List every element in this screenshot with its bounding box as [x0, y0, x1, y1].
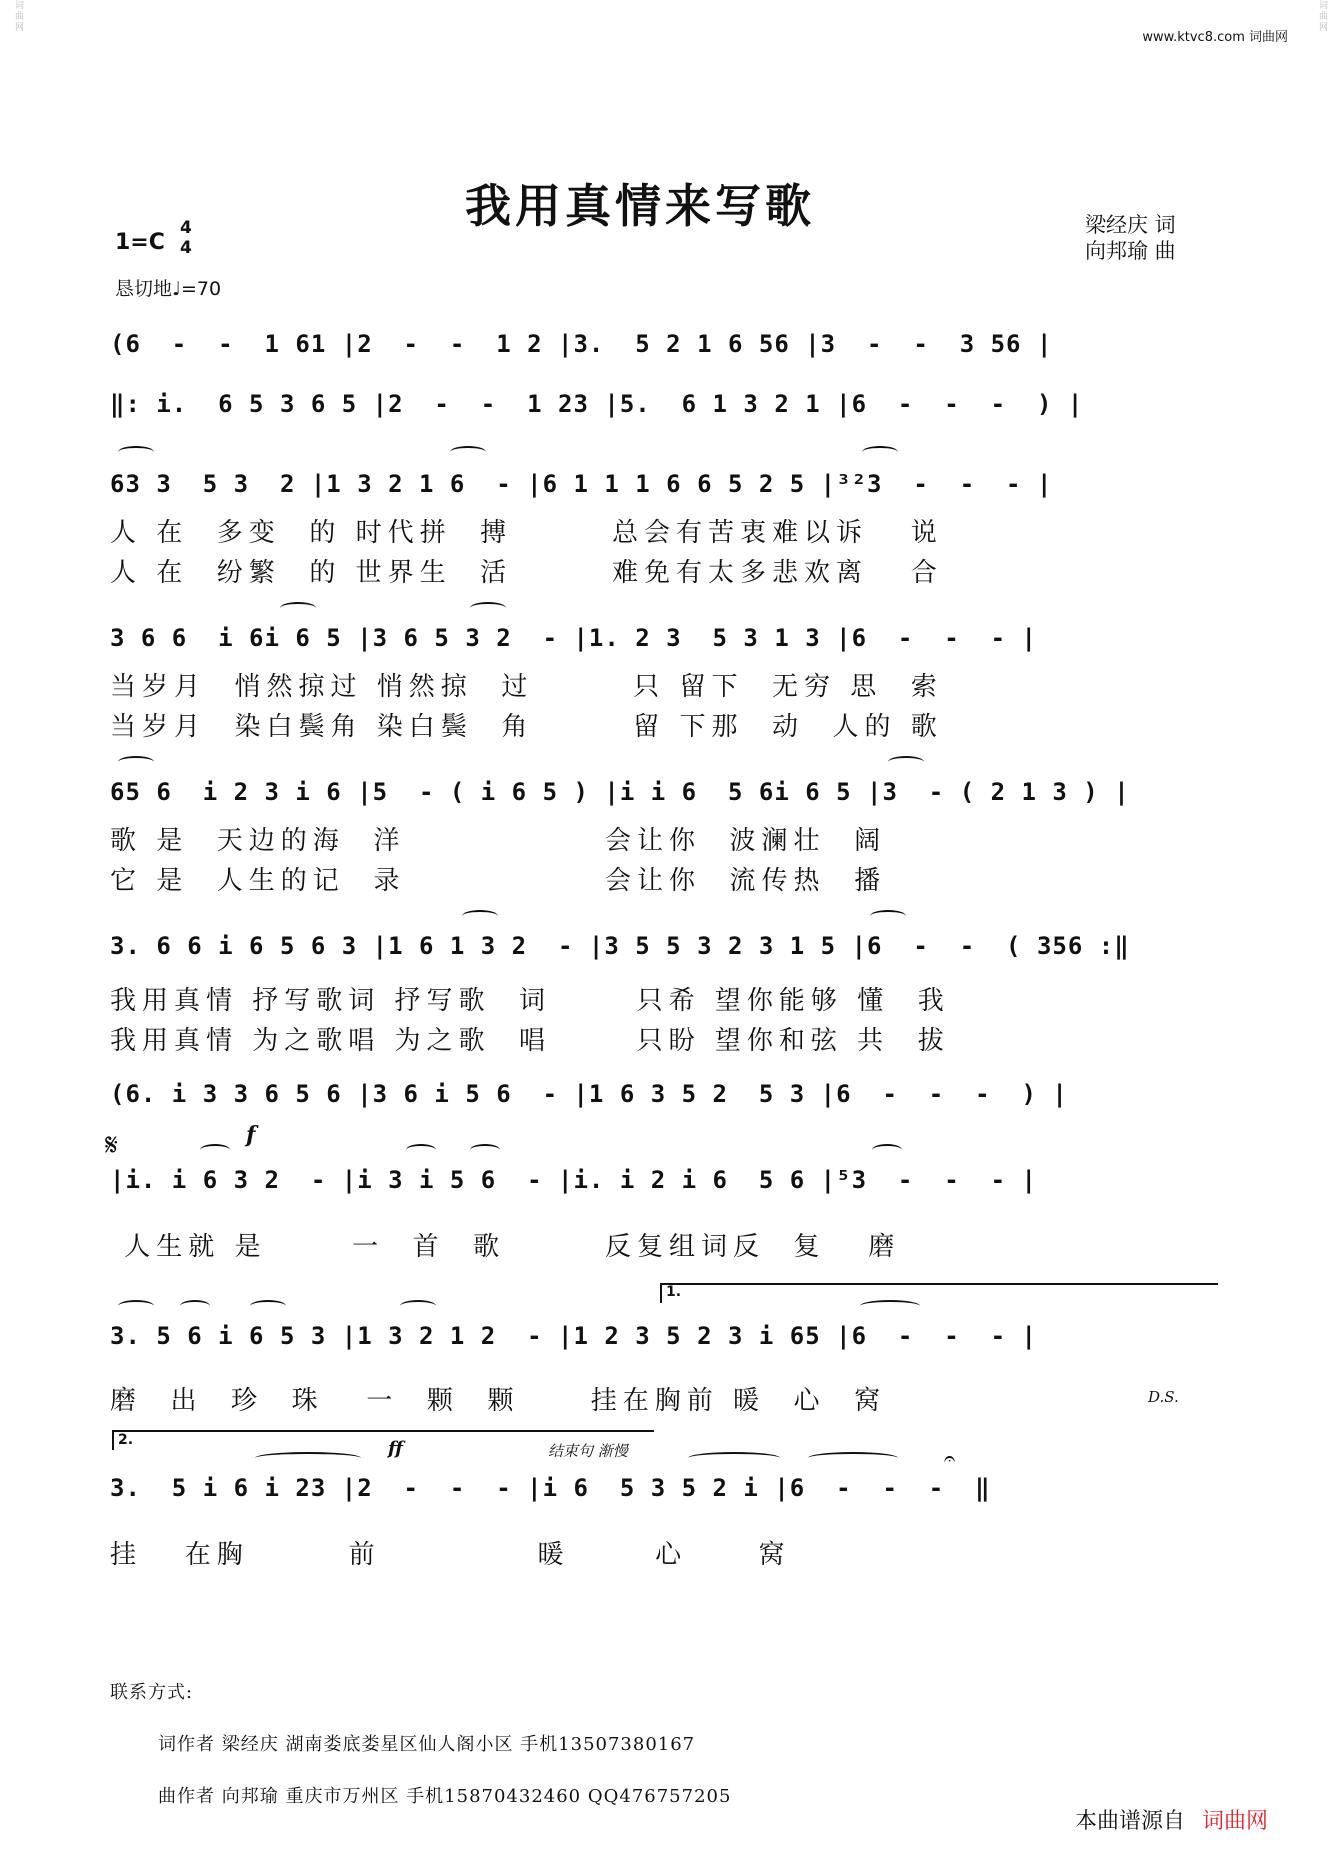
slur: [200, 1144, 230, 1156]
slur: [888, 756, 924, 768]
source-site-link[interactable]: 词曲网: [1202, 1809, 1269, 1834]
lyric-verse-1: 我用真情 抒写歌词 抒写歌 词 只希 望你能够 懂 我: [110, 986, 950, 1016]
score-line-3: [110, 470, 1220, 512]
slur: [872, 1144, 902, 1156]
score-line-2: [110, 390, 1220, 432]
lyric-verse-1: 人 在 多变 的 时代拼 搏 总会有苦衷难以诉 说: [110, 518, 943, 548]
slur: [118, 1300, 154, 1312]
da-segno-mark: D.S.: [1148, 1388, 1179, 1406]
fermata-mark: 𝄐: [944, 1446, 956, 1470]
slur: [406, 1144, 436, 1156]
notation: ‖: i. 6 5 3 6 5 |2 - - 1 23 |5. 6 1 3 2 1 |6 - - - ) |: [110, 390, 1084, 418]
notation: 3. 5 6 i 6 5 3 |1 3 2 1 2 - |1 2 3 5 2 3 i 65 |6 - - - |: [110, 1322, 1037, 1350]
contact-lyricist: 词作者 梁经庆 湖南娄底娄星区仙人阁小区 手机13507380167: [158, 1734, 696, 1755]
lyric-verse-2: 我用真情 为之歌唱 为之歌 唱 只盼 望你和弦 共 拔: [110, 1026, 950, 1056]
lyric-verse-1: 当岁月 悄然掠过 悄然掠 过 只 留下 无穷 思 索: [110, 672, 943, 702]
lyric-line: 人生就 是 一 首 歌 反复组词反 复 磨: [110, 1232, 901, 1262]
segno-sign: 𝄋: [105, 1128, 118, 1163]
source-label: 本曲谱源自: [1075, 1809, 1186, 1834]
time-signature-top: 4: [180, 218, 192, 238]
slur: [470, 1144, 500, 1156]
score-line-10: [110, 1474, 1220, 1516]
contact-label: 联系方式:: [110, 1682, 194, 1703]
lyric-verse-1: 歌 是 天边的海 洋 会让你 波澜壮 阔: [110, 826, 887, 856]
time-signature-bottom: 4: [180, 238, 192, 258]
notation: (6 - - 1 61 |2 - - 1 2 |3. 5 2 1 6 56 |3 - - 3 56 |: [110, 330, 1053, 358]
slur: [400, 1300, 436, 1312]
slur: [255, 1452, 361, 1464]
score-line-1: [110, 330, 1220, 372]
score-line-4: [110, 624, 1220, 666]
second-ending-label: 2.: [118, 1432, 134, 1448]
score-line-7: [110, 1080, 1220, 1122]
left-watermark-strip: 词曲网: [13, 0, 23, 33]
slur: [470, 602, 506, 614]
dynamic-fortissimo: ff: [388, 1438, 403, 1459]
slur: [462, 910, 498, 922]
notation: 63 3 5 3 2 |1 3 2 1 6 - |6 1 1 1 6 6 5 2 5 |³²3 - - - |: [110, 470, 1053, 498]
lyric-line: 挂 在胸 前 暖 心 窝: [110, 1540, 791, 1570]
tempo-marking: 恳切地♩=70: [115, 278, 222, 300]
slur: [250, 1300, 286, 1312]
lyric-verse-2: 它 是 人生的记 录 会让你 流传热 播: [110, 866, 887, 896]
time-signature: [180, 218, 192, 258]
contact-composer: 曲作者 向邦瑜 重庆市万州区 手机15870432460 QQ476757205: [158, 1786, 732, 1807]
notation: 65 6 i 2 3 i 6 |5 - ( i 6 5 ) |i i 6 5 6i 6 5 |3 - ( 2 1 3 ) |: [110, 778, 1130, 806]
score-line-6: [110, 932, 1220, 974]
score-line-5: [110, 778, 1220, 820]
lyric-verse-2: 当岁月 染白鬓角 染白鬓 角 留 下那 动 人的 歌: [110, 712, 943, 742]
notation: (6. i 3 3 6 5 6 |3 6 i 5 6 - |1 6 3 5 2 5 3 |6 - - - ) |: [110, 1080, 1068, 1108]
notation: |i. i 6 3 2 - |i 3 i 5 6 - |i. i 2 i 6 5 6 |⁵3 - - - |: [110, 1166, 1037, 1194]
slur: [118, 756, 154, 768]
notation: 3. 5 i 6 i 23 |2 - - - |i 6 5 3 5 2 i |6 - - - ‖: [110, 1474, 991, 1502]
score-line-9: [110, 1322, 1220, 1364]
first-ending-label: 1.: [666, 1284, 682, 1300]
slur: [450, 446, 486, 458]
slur: [860, 1300, 920, 1312]
site-watermark: www.ktvc8.com 词曲网: [1142, 30, 1288, 45]
first-ending-bracket: [660, 1283, 1218, 1303]
dynamic-forte: f: [246, 1122, 256, 1148]
notation: 3. 6 6 i 6 5 6 3 |1 6 1 3 2 - |3 5 5 3 2 3 1 5 |6 - - ( 356 :‖: [110, 932, 1130, 960]
lyric-verse-2: 人 在 纷繁 的 世界生 活 难免有太多悲欢离 合: [110, 558, 943, 588]
lyricist-credit: 梁经庆 词: [1085, 213, 1176, 237]
expression-marking: 结束句 渐慢: [548, 1442, 628, 1460]
slur: [870, 910, 906, 922]
footer-source: [1075, 1804, 1268, 1835]
slur: [688, 1452, 780, 1464]
song-title: 我用真情来写歌: [465, 179, 815, 233]
composer-credit: 向邦瑜 曲: [1085, 239, 1176, 263]
slur: [180, 1300, 210, 1312]
lyric-line: 磨 出 珍 珠 一 颗 颗 挂在胸前 暖 心 窝: [110, 1386, 887, 1416]
notation: 3 6 6 i 6i 6 5 |3 6 5 3 2 - |1. 2 3 5 3 1 3 |6 - - - |: [110, 624, 1037, 652]
key-signature: 1=C: [115, 230, 165, 255]
slur: [118, 446, 154, 458]
slur: [280, 602, 316, 614]
slur: [862, 446, 898, 458]
slur: [808, 1452, 898, 1464]
right-watermark-strip: 词曲网: [1317, 0, 1327, 33]
score-line-8: [110, 1166, 1220, 1208]
